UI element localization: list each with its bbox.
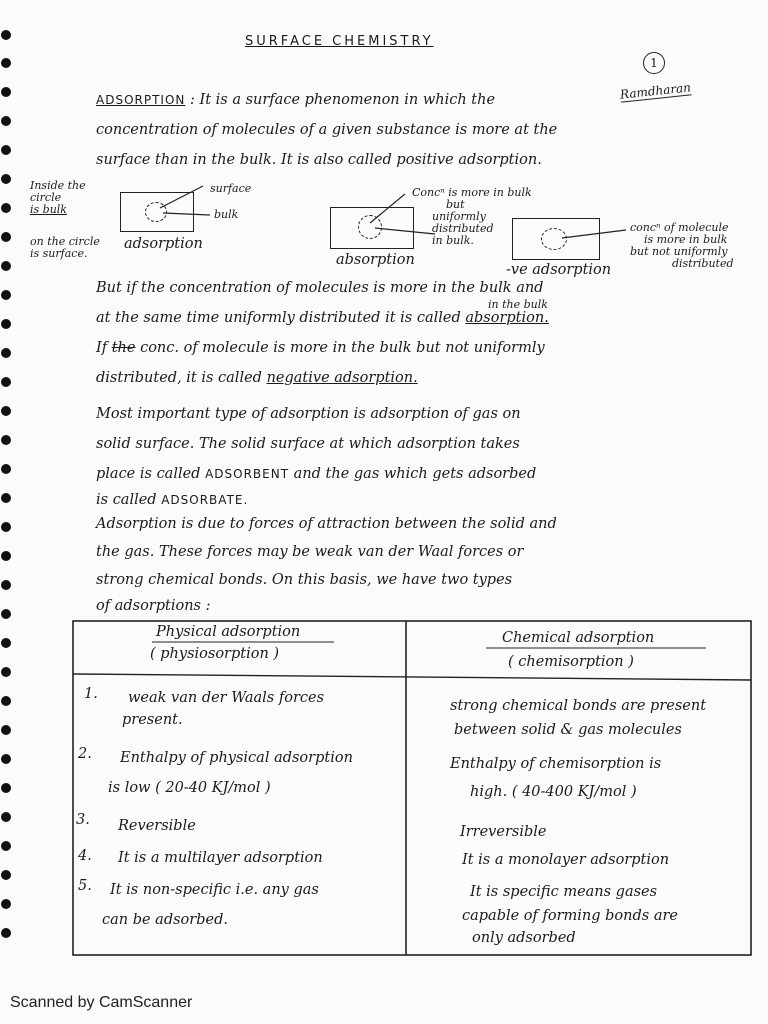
para4-line2: solid surface. The solid surface at which adsorption takes xyxy=(96,436,520,452)
row5-number: 5. xyxy=(78,878,92,894)
adsorption-heading: ADSORPTION xyxy=(96,93,186,107)
para2-line2: at the same time uniformly distributed it is called absorption. xyxy=(96,310,549,326)
para3-line2: distributed, it is called negative adsorption. xyxy=(96,370,418,386)
row1-physical-line2: present. xyxy=(122,712,183,728)
row5-physical-line2: can be adsorbed. xyxy=(102,912,228,928)
diagram2-caption: absorption xyxy=(336,252,415,268)
diagram1-caption: adsorption xyxy=(124,236,203,252)
para1-line2: concentration of molecules of a given substance is more at the xyxy=(96,122,558,138)
chemical-heading: Chemical adsorption xyxy=(502,630,655,646)
row5-physical-line1: It is non-specific i.e. any gas xyxy=(110,882,319,898)
signature: Ramdharan xyxy=(619,80,692,102)
diagram1-note-circle: on the circle is surface. xyxy=(30,235,100,260)
para4-line1: Most important type of adsorption is adsorption of gas on xyxy=(96,406,521,422)
row2-number: 2. xyxy=(78,746,92,762)
para3-line1: If the conc. of molecule is more in the bulk but not uniformly xyxy=(96,340,545,356)
para5-line2: the gas. These forces may be weak van der Waal forces or xyxy=(96,544,524,560)
para1-line1: ADSORPTION : It is a surface phenomenon in which the xyxy=(96,92,496,108)
diagram1-surface-label: surface xyxy=(210,182,252,195)
row1-physical-line1: weak van der Waals forces xyxy=(128,690,325,706)
row2-physical-line1: Enthalpy of physical adsorption xyxy=(120,750,353,766)
row1-chemical-line2: between solid & gas molecules xyxy=(454,722,682,738)
row5-chemical-line3: only adsorbed xyxy=(472,930,576,946)
row3-number: 3. xyxy=(76,812,90,828)
physical-subheading: ( physiosorption ) xyxy=(150,646,280,662)
row4-number: 4. xyxy=(78,848,92,864)
row5-chemical-line1: It is specific means gases xyxy=(470,884,658,900)
row5-chemical-line2: capable of forming bonds are xyxy=(462,908,678,924)
row1-chemical-line1: strong chemical bonds are present xyxy=(450,698,707,714)
chemical-subheading: ( chemisorption ) xyxy=(508,654,634,670)
diagram3-arrow xyxy=(560,222,630,252)
row4-physical: It is a multilayer adsorption xyxy=(118,850,323,866)
diagram2-note-uniform: but uniformly distributed in bulk. xyxy=(432,198,494,247)
row4-chemical: It is a monolayer adsorption xyxy=(462,852,670,868)
para5-line3: strong chemical bonds. On this basis, we have two types xyxy=(96,572,513,588)
page-number: 1 xyxy=(643,52,665,74)
row2-chemical-line1: Enthalpy of chemisorption is xyxy=(450,756,662,772)
binder-holes xyxy=(0,0,20,990)
page-title: SURFACE CHEMISTRY xyxy=(245,34,434,49)
para1-line3: surface than in the bulk. It is also called positive adsorption. xyxy=(96,152,542,168)
diagram3-caption: -ve adsorption xyxy=(506,262,612,278)
para2-insert: in the bulk xyxy=(488,298,548,311)
scanner-watermark: Scanned by CamScanner xyxy=(10,994,193,1011)
para2-line1: But if the concentration of molecules is more in the bulk and xyxy=(96,280,544,296)
physical-heading: Physical adsorption xyxy=(156,624,301,640)
para4-line4: is called ADSORBATE. xyxy=(96,492,249,508)
para5-line4: of adsorptions : xyxy=(96,598,211,614)
comparison-table xyxy=(72,620,752,956)
diagram3-note: concⁿ of molecule is more in bulk but not uniformly distributed xyxy=(630,221,734,270)
row3-physical: Reversible xyxy=(118,818,196,834)
para5-line1: Adsorption is due to forces of attraction between the solid and xyxy=(96,516,557,532)
row1-number: 1. xyxy=(84,686,98,702)
row2-physical-line2: is low ( 20-40 KJ/mol ) xyxy=(108,780,271,796)
diagram1-note-inside: Inside the circle is bulk xyxy=(30,179,86,216)
row2-chemical-line2: high. ( 40-400 KJ/mol ) xyxy=(470,784,637,800)
para4-line3: place is called ADSORBENT and the gas which gets adsorbed xyxy=(96,466,537,482)
row3-chemical: Irreversible xyxy=(460,824,547,840)
diagram1-bulk-label: bulk xyxy=(214,208,239,221)
diagram2-note-bulk: Concⁿ is more in bulk xyxy=(412,186,532,199)
